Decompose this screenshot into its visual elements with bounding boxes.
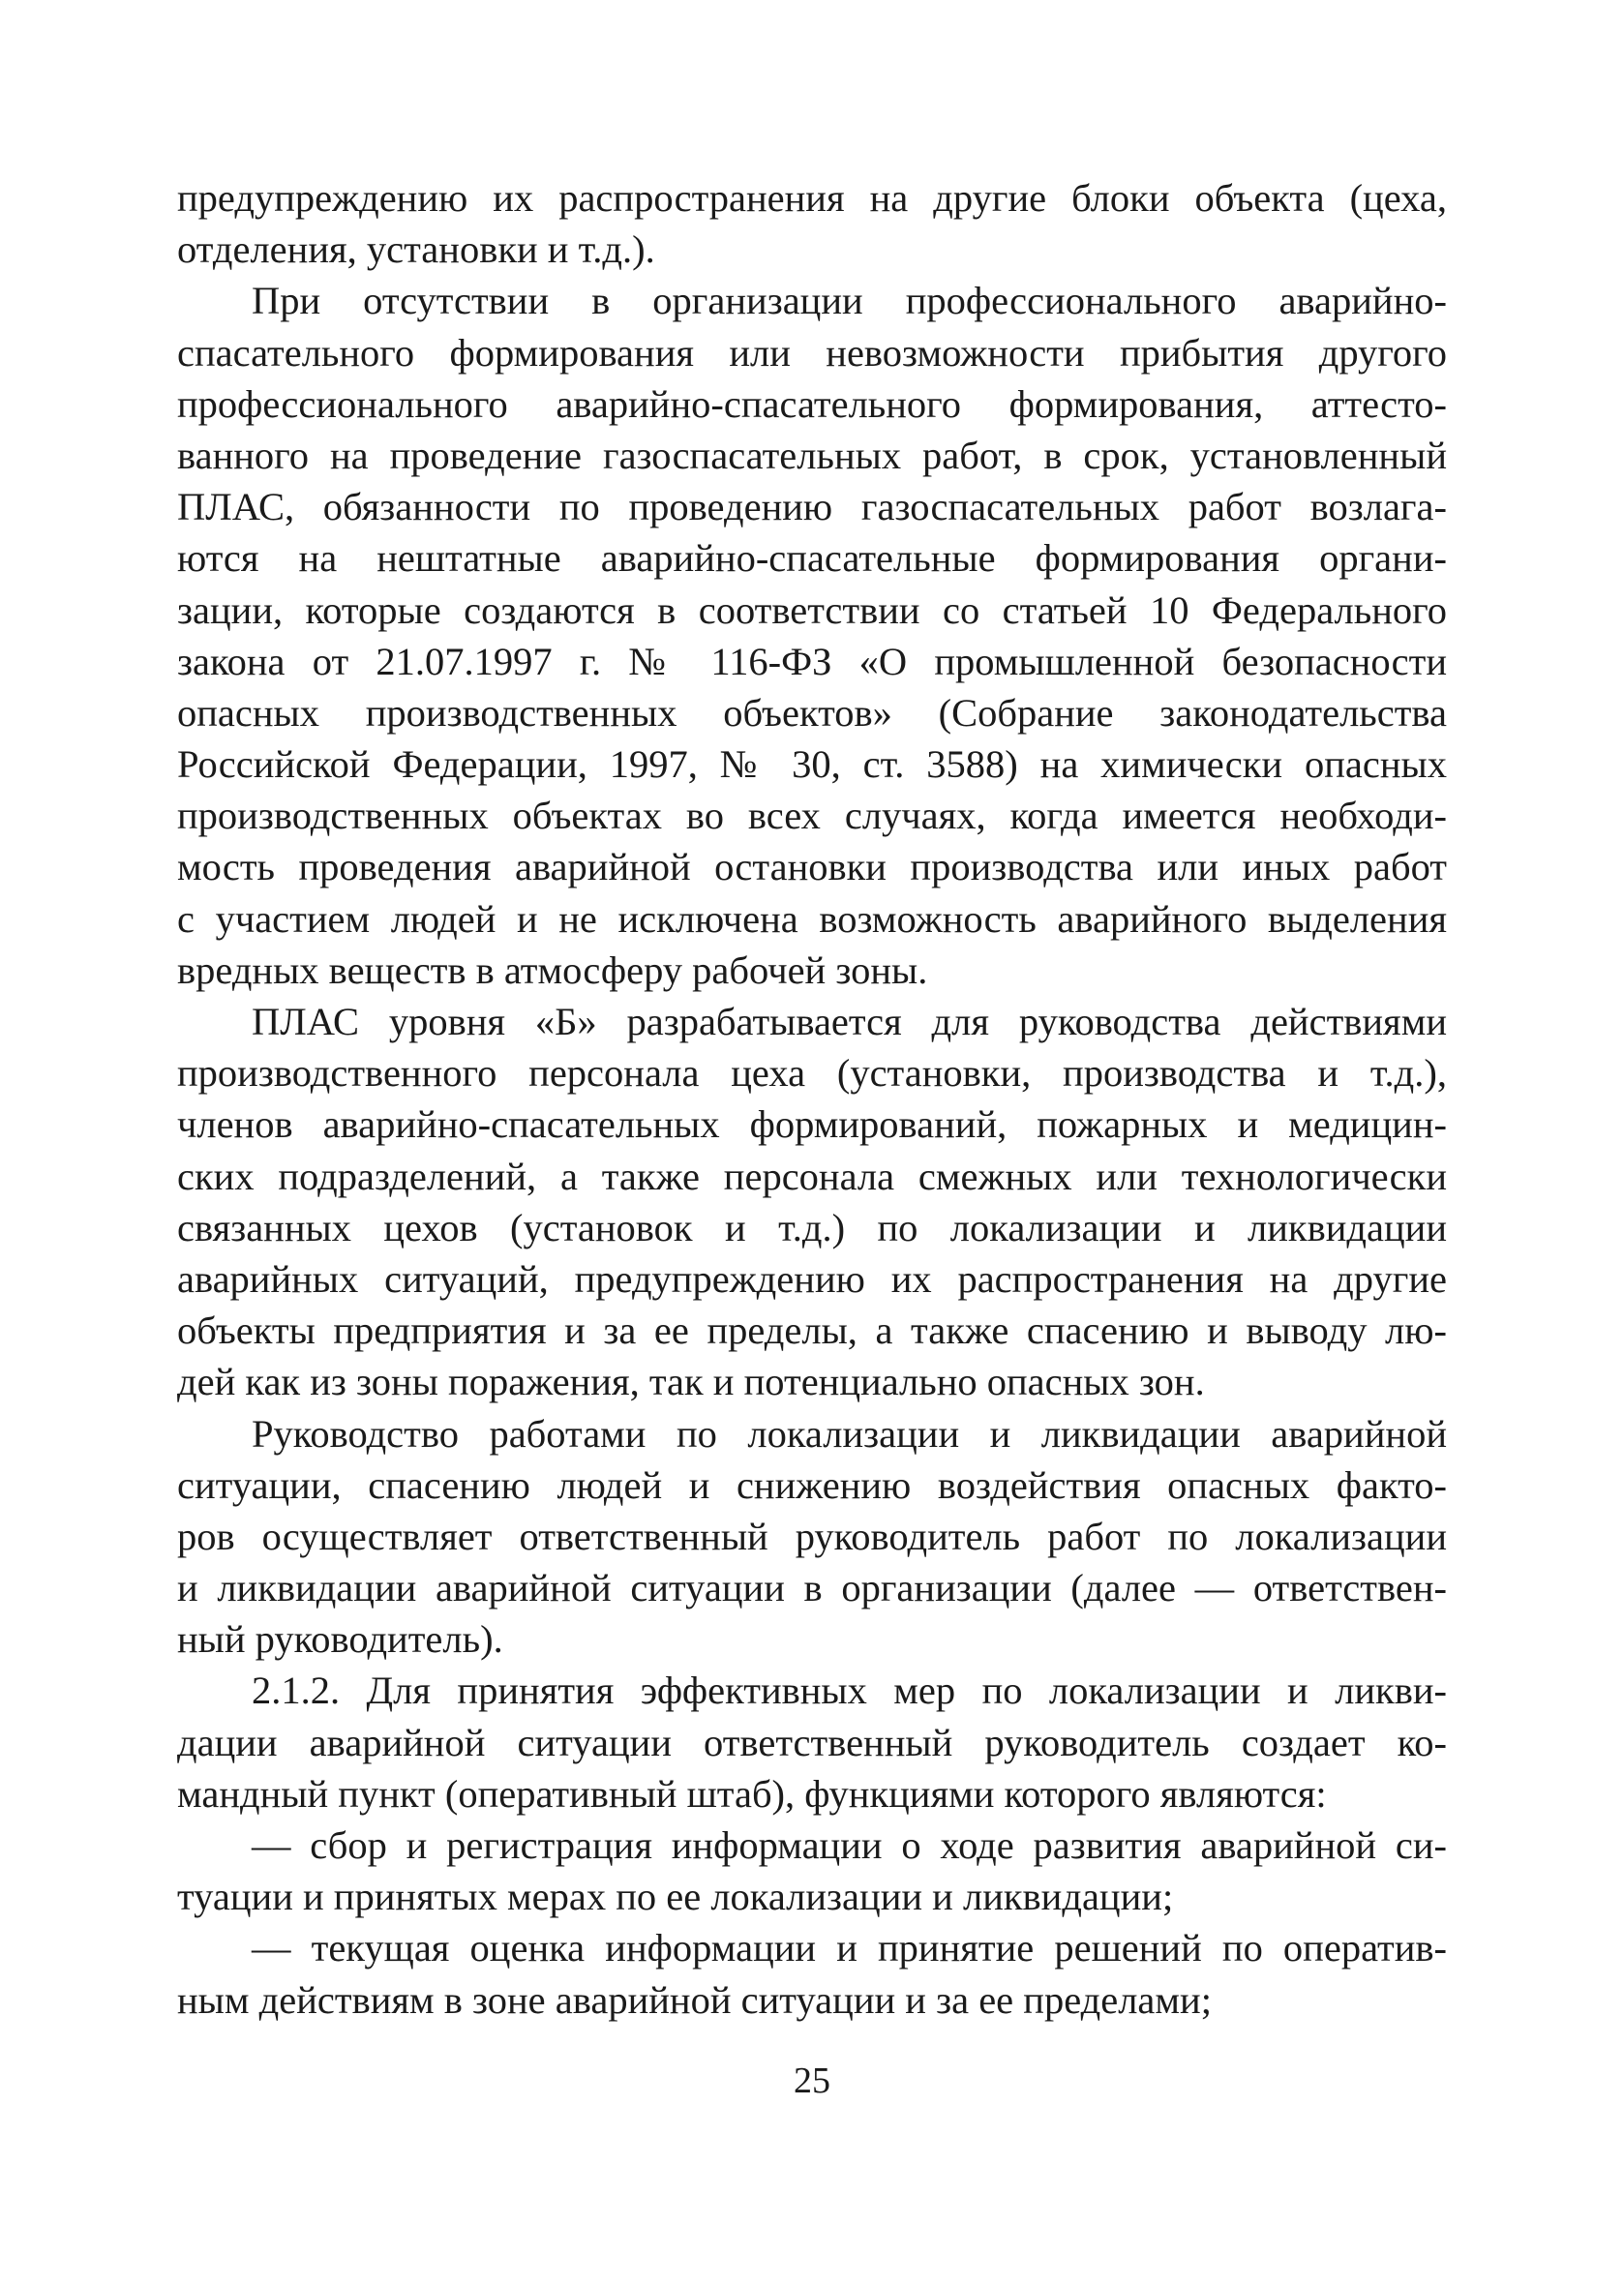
text-line: ров осуществляет ответственный руководитель работ по локализации: [177, 1514, 1447, 1558]
text-line: ются на нештатные аварийно-спасательные формирования органи-: [177, 536, 1447, 581]
text-line: аварийных ситуаций, предупреждению их распространения на другие: [177, 1256, 1447, 1301]
text-line: ских подразделений, а также персонала смежных или технологически: [177, 1154, 1447, 1198]
text-line: отделения, установки и т.д.).: [177, 227, 655, 272]
text-line: членов аварийно-спасательных формирований, пожарных и медицин-: [177, 1102, 1447, 1147]
text-line: дей как из зоны поражения, так и потенциально опасных зон.: [177, 1360, 1205, 1404]
text-line: производственных объектах во всех случаях, когда имеется необходи-: [177, 794, 1447, 838]
text-line: и ликвидации аварийной ситуации в организации (далее — ответствен-: [177, 1566, 1447, 1610]
text-line: ситуации, спасению людей и снижению воздействия опасных факто-: [177, 1462, 1447, 1507]
text-line: профессионального аварийно-спасательного формирования, аттесто-: [177, 381, 1447, 426]
text-line: опасных производственных объектов» (Собрание законодательства: [177, 690, 1447, 735]
text-line: предупреждению их распространения на другие блоки объекта (цеха,: [177, 176, 1447, 220]
text-line: Руководство работами по локализации и ликвидации аварийной: [252, 1411, 1447, 1456]
paragraph: [177, 275, 1447, 996]
paragraph: [177, 1922, 1447, 2025]
text-line: — сбор и регистрация информации о ходе развития аварийной си-: [252, 1823, 1447, 1867]
body-text: [177, 172, 1447, 2026]
text-line: производственного персонала цеха (установки, производства и т.д.),: [177, 1051, 1447, 1096]
text-line: ный руководитель).: [177, 1617, 503, 1662]
text-line: — текущая оценка информации и принятие решений по оператив-: [252, 1926, 1447, 1970]
text-line: зации, которые создаются в соответствии со статьей 10 Федерального: [177, 587, 1447, 632]
text-line: дации аварийной ситуации ответственный руководитель создает ко-: [177, 1720, 1447, 1764]
text-line: туации и принятых мерах по ее локализации и ликвидации;: [177, 1875, 1174, 1919]
text-line: объекты предприятия и за ее пределы, а также спасению и выводу лю-: [177, 1308, 1447, 1353]
text-line: закона от 21.07.1997 г. № 116-ФЗ «О промышленной безопасности: [177, 639, 1447, 683]
page-number: 25: [794, 2060, 830, 2101]
paragraph: [177, 1665, 1447, 1820]
text-line: вредных веществ в атмосферу рабочей зоны.: [177, 947, 928, 992]
text-line: 2.1.2. Для принятия эффективных мер по локализации и ликви-: [252, 1669, 1447, 1713]
text-line: ПЛАС, обязанности по проведению газоспасательных работ возлага-: [177, 485, 1447, 529]
text-line: с участием людей и не исключена возможность аварийного выделения: [177, 896, 1447, 941]
paragraph: [177, 996, 1447, 1408]
text-line: мандный пункт (оперативный штаб), функциями которого являются:: [177, 1771, 1327, 1816]
text-line: связанных цехов (установок и т.д.) по локализации и ликвидации: [177, 1205, 1447, 1249]
text-line: ПЛАС уровня «Б» разрабатывается для руководства действиями: [252, 1000, 1447, 1043]
paragraph: [177, 172, 1447, 275]
paragraph: [177, 1408, 1447, 1666]
text-line: Российской Федерации, 1997, № 30, ст. 3588) на химически опасных: [177, 742, 1447, 787]
text-line: При отсутствии в организации профессионального аварийно-: [252, 279, 1447, 323]
text-line: ванного на проведение газоспасательных работ, в срок, установленный: [177, 433, 1447, 477]
text-line: мость проведения аварийной остановки производства или иных работ: [177, 845, 1447, 889]
text-line: спасательного формирования или невозможности прибытия другого: [177, 330, 1447, 375]
text-line: ным действиям в зоне аварийной ситуации и за ее пределами;: [177, 1977, 1212, 2022]
paragraph: [177, 1820, 1447, 1922]
